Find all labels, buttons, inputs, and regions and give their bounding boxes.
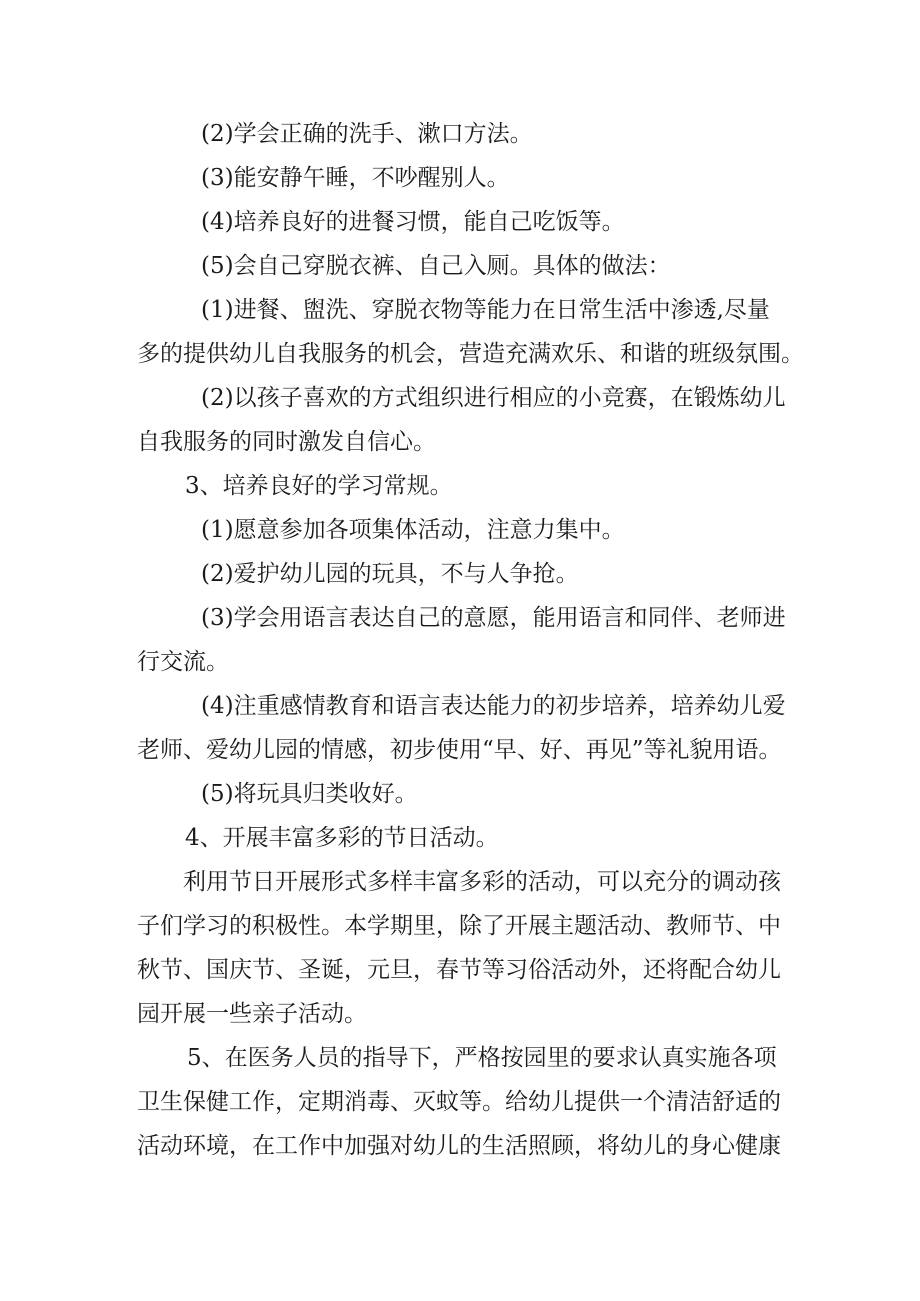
text-line: 活动环境，在工作中加强对幼儿的生活照顾，将幼儿的身心健康 <box>137 1133 781 1159</box>
text-line: 秋节、国庆节、圣诞，元旦，春节等习俗活动外，还将配合幼儿 <box>137 957 781 983</box>
text-line: 自我服务的同时激发自信心。 <box>137 429 436 455</box>
text-line: (2)学会正确的洗手、漱口方法。 <box>201 121 533 147</box>
text-line: (4)培养良好的进餐习惯，能自己吃饭等。 <box>201 209 625 235</box>
text-line: (2)以孩子喜欢的方式组织进行相应的小竞赛，在锻炼幼儿 <box>201 385 786 411</box>
text-line: (4)注重感情教育和语言表达能力的初步培养，培养幼儿爱 <box>201 693 786 719</box>
text-line: 行交流。 <box>137 649 229 675</box>
text-line: (3)学会用语言表达自己的意愿，能用语言和同伴、老师进 <box>201 605 786 631</box>
text-line: (5)将玩具归类收好。 <box>201 781 418 807</box>
text-line: (5)会自己穿脱衣裤、自己入厕。具体的做法： <box>201 253 671 279</box>
text-line: (2)爱护幼儿园的玩具，不与人争抢。 <box>201 561 579 587</box>
section-heading: 3、培养良好的学习常规。 <box>185 473 453 499</box>
section-heading: 5、在医务人员的指导下，严格按园里的要求认真实施各项 <box>187 1045 777 1071</box>
text-line: (1)愿意参加各项集体活动，注意力集中。 <box>201 517 625 543</box>
text-line: 子们学习的积极性。本学期里，除了开展主题活动、教师节、中 <box>137 913 781 939</box>
text-line: (1)进餐、盥洗、穿脱衣物等能力在日常生活中渗透,尽量 <box>201 297 770 323</box>
section-heading: 4、开展丰富多彩的节日活动。 <box>185 825 499 851</box>
text-line: (3)能安静午睡，不吵醒别人。 <box>201 165 510 191</box>
text-line: 多的提供幼儿自我服务的机会，营造充满欢乐、和谐的班级氛围。 <box>137 341 804 367</box>
document-body <box>137 112 804 1168</box>
text-line: 卫生保健工作，定期消毒、灭蚊等。给幼儿提供一个清洁舒适的 <box>137 1089 781 1115</box>
text-line: 园开展一些亲子活动。 <box>137 1001 367 1027</box>
text-line: 利用节日开展形式多样丰富多彩的活动，可以充分的调动孩 <box>183 869 781 895</box>
text-line: 老师、爱幼儿园的情感，初步使用“早、好、再见”等礼貌用语。 <box>137 737 782 763</box>
